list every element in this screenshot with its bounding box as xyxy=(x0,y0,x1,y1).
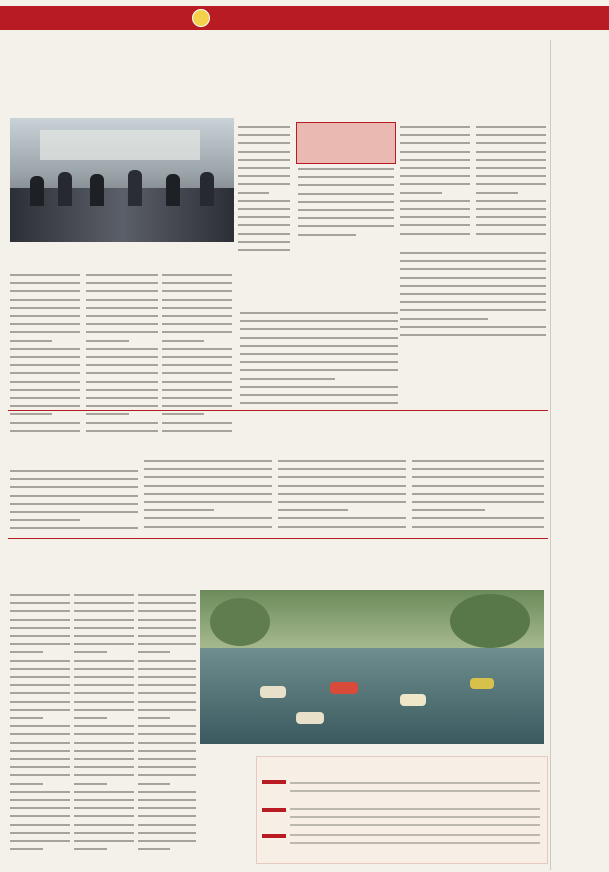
algae-sidebar-box xyxy=(256,756,548,864)
article3-photo xyxy=(200,590,544,744)
divider-2 xyxy=(8,538,548,539)
section-emblem-icon xyxy=(192,9,210,27)
divider-1 xyxy=(8,410,548,411)
callout-box xyxy=(296,122,396,164)
sidebar-label-biological xyxy=(262,834,286,838)
article1-photo-caption xyxy=(10,245,234,261)
right-column-headline xyxy=(577,90,599,420)
right-column-subhead xyxy=(554,64,578,554)
sidebar-label-physical xyxy=(262,780,286,784)
sidebar-label-chemical xyxy=(262,808,286,812)
pullquote-text xyxy=(292,267,400,309)
article1-photo xyxy=(10,118,234,242)
header-bar xyxy=(0,6,609,30)
right-column-rule xyxy=(550,40,551,870)
